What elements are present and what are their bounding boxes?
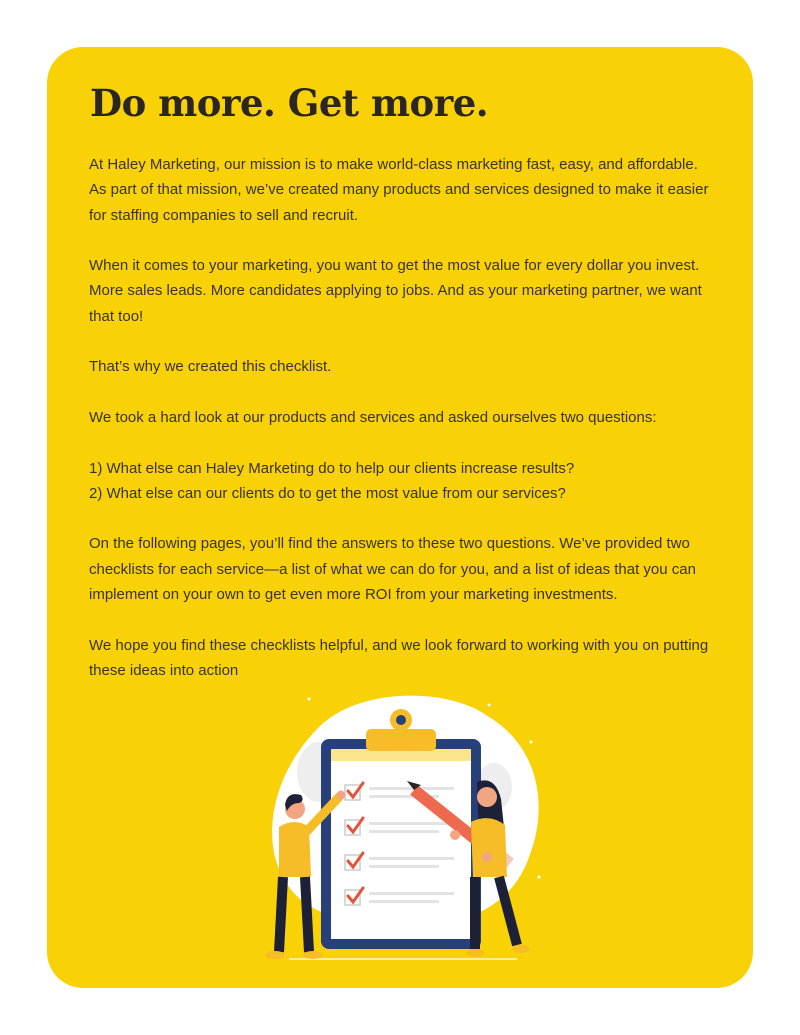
answers-paragraph: On the following pages, you’ll find the answers to these two questions. We’ve provided two checklists for each service—a list of what we can do for you, and a list of ideas that you can implement on your own to get even more ROI from your marketing investments. [89,535,696,604]
question-two: 2) What else can our clients do to get the most value from our services? [89,484,566,502]
content-card [47,47,753,988]
intro-paragraph: At Haley Marketing, our mission is to make world-class marketing fast, easy, and affordable. As part of that mission, we’ve created many products and services designed to make it easier for staffing companies to sell and recruit. [89,156,709,224]
page-title: Do more. Get more. [90,81,489,125]
closing-paragraph: We hope you find these checklists helpful, and we look forward to working with you on putting these ideas into action [89,636,709,679]
questions-paragraph: We took a hard look at our products and services and asked ourselves two questions: [89,408,657,426]
value-paragraph: When it comes to your marketing, you want to get the most value for every dollar you invest. More sales leads. More candidates applying to jobs. And as your marketing partner, we want that too! [89,257,702,325]
question-one: 1) What else can Haley Marketing do to help our clients increase results? [89,459,575,477]
body-text [89,152,714,709]
checklist-illustration [249,687,549,977]
checklist-paragraph: That’s why we created this checklist. [89,358,332,376]
